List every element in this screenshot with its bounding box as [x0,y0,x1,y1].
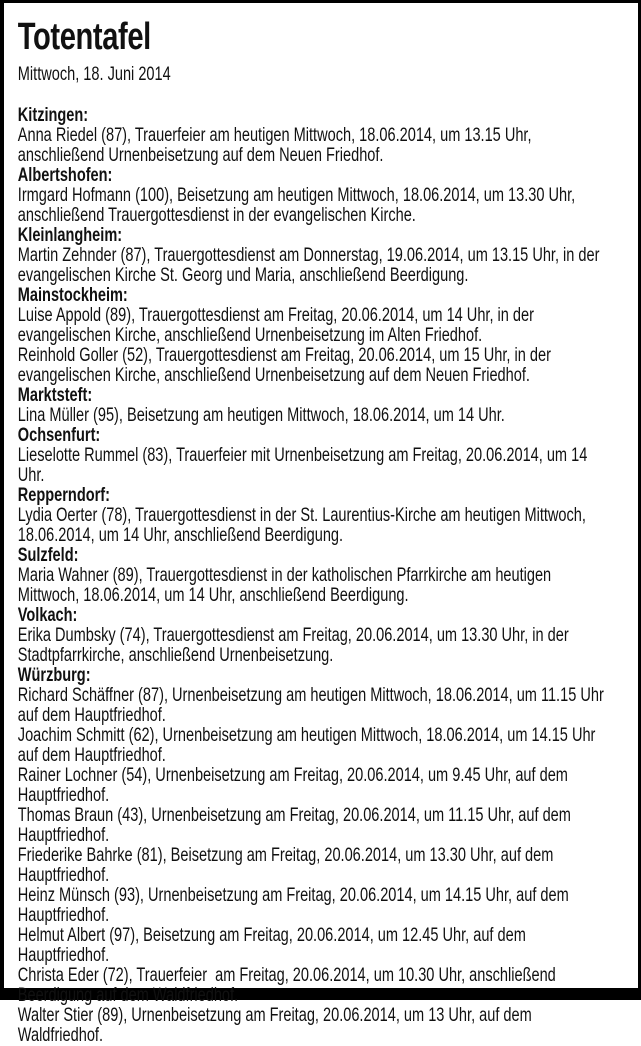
death-notice: Heinz Münsch (93), Urnenbeisetzung am Freitag, 20.06.2014, um 14.15 Uhr, auf dem Hauptfriedhof. [17,885,573,926]
death-notice: Reinhold Goller (52), Trauergottesdienst am Freitag, 20.06.2014, um 15 Uhr, in der evangelischen Kirche, anschließend Urnenbeisetzung auf dem Neuen Friedhof. [17,345,555,386]
death-notice: Joachim Schmitt (62), Urnenbeisetzung am heutigen Mittwoch, 18.06.2014, um 14.15 Uhr auf dem Hauptfriedhof. [17,725,600,766]
city-heading: Sulzfeld: [17,545,79,566]
death-notice: Friederike Bahrke (81), Beisetzung am Freitag, 20.06.2014, um 13.30 Uhr, auf dem Hauptfriedhof. [17,845,558,886]
death-notice: Lina Müller (95), Beisetzung am heutigen Mittwoch, 18.06.2014, um 14 Uhr. [17,405,505,426]
issue-date: Mittwoch, 18. Juni 2014 [17,64,171,85]
death-notice: Martin Zehnder (87), Trauergottesdienst am Donnerstag, 19.06.2014, um 13.15 Uhr, in der evangelischen Kirche St. Georg und Maria, anschließend Beerdigung. [17,245,604,286]
city-heading: Mainstockheim: [17,285,128,306]
death-notice: Maria Wahner (89), Trauergottesdienst in der katholischen Pfarrkirche am heutigen Mittwoch, 18.06.2014, um 14 Uhr, anschließend Beerdigung. [17,565,556,606]
death-notice: Anna Riedel (87), Trauerfeier am heutigen Mittwoch, 18.06.2014, um 13.15 Uhr, anschließend Urnenbeisetzung auf dem Neuen Friedhof. [17,125,536,166]
city-heading: Kleinlangheim: [17,225,123,246]
death-notice: Helmut Albert (97), Beisetzung am Freitag, 20.06.2014, um 12.45 Uhr, auf dem Hauptfriedhof. [17,925,530,966]
death-notice: Richard Schäffner (87), Urnenbeisetzung am heutigen Mittwoch, 18.06.2014, um 11.15 Uhr auf dem Hauptfriedhof. [17,685,608,726]
death-notice: Thomas Braun (43), Urnenbeisetzung am Freitag, 20.06.2014, um 11.15 Uhr, auf dem Hauptfriedhof. [17,805,575,846]
death-notice: Lieselotte Rummel (83), Trauerfeier mit Urnenbeisetzung am Freitag, 20.06.2014, um 14 Uhr. [17,445,592,486]
death-notice: Erika Dumbsky (74), Trauergottesdienst am Freitag, 20.06.2014, um 13.30 Uhr, in der Stadtpfarrkirche, anschließend Urnenbeisetzung. [17,625,573,666]
city-heading: Volkach: [17,605,78,626]
city-heading: Ochsenfurt: [17,425,101,446]
city-heading: Repperndorf: [17,485,110,506]
notice-sections [18,106,606,1046]
death-notice: Luise Appold (89), Trauergottesdienst am Freitag, 20.06.2014, um 14 Uhr, in der evangelischen Kirche, anschließend Urnenbeisetzung im Alten Friedhof. [17,305,538,346]
city-heading: Albertshofen: [17,165,113,186]
page-title: Totentafel [17,16,151,58]
page-content [4,18,611,1046]
city-heading: Marktsteft: [17,385,93,406]
death-notice: Christa Eder (72), Trauerfeier am Freitag, 20.06.2014, um 10.30 Uhr, anschließend Beerdigung auf dem Waldfriedhof. [17,965,560,1006]
death-notice: Walter Stier (89), Urnenbeisetzung am Freitag, 20.06.2014, um 13 Uhr, auf dem Waldfriedhof. [17,1005,536,1046]
city-heading: Kitzingen: [17,105,89,126]
death-notice: Irmgard Hofmann (100), Beisetzung am heutigen Mittwoch, 18.06.2014, um 13.30 Uhr, anschließend Trauergottesdienst in der evangelischen Kirche. [17,185,580,226]
death-notice: Rainer Lochner (54), Urnenbeisetzung am Freitag, 20.06.2014, um 9.45 Uhr, auf dem Hauptfriedhof. [17,765,572,806]
city-heading: Würzburg: [17,665,91,686]
death-notice: Lydia Oerter (78), Trauergottesdienst in der St. Laurentius-Kirche am heutigen Mittwoch, 18.06.2014, um 14 Uhr, anschließend Beerdigung. [17,505,590,546]
